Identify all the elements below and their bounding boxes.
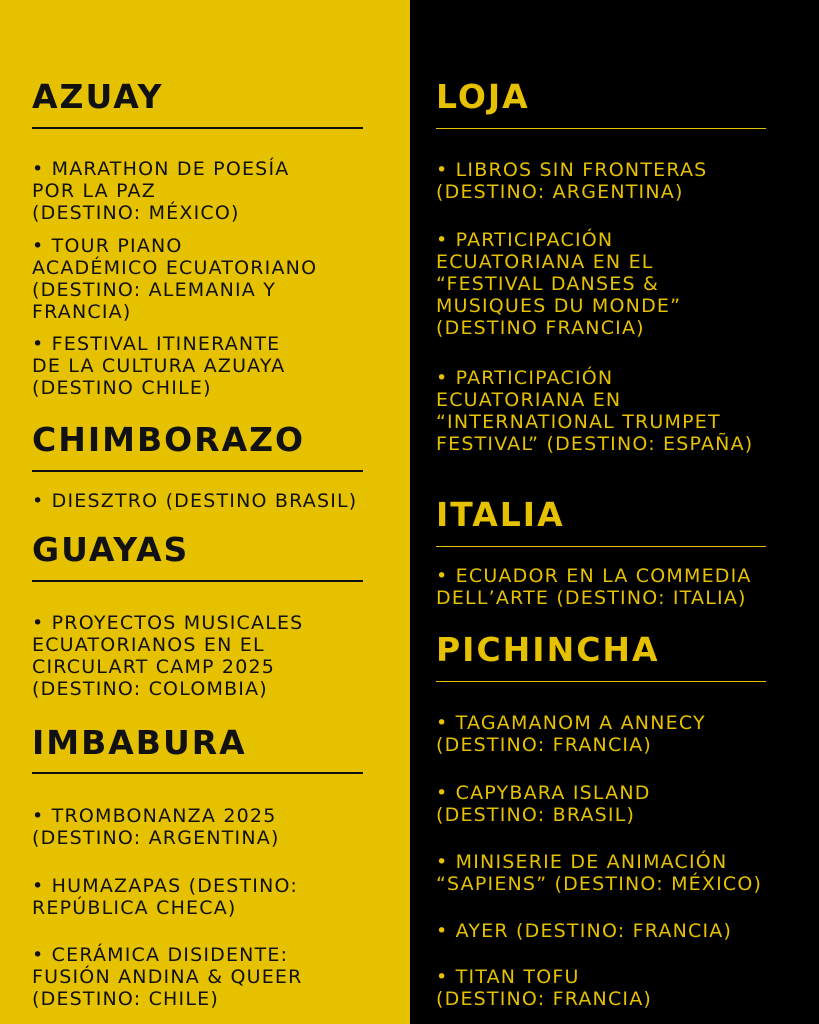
list-item: • TAGAMANOM A ANNECY (DESTINO: FRANCIA) [436,712,706,756]
list-item: • CAPYBARA ISLAND (DESTINO: BRASIL) [436,782,651,826]
section-title-azuay: AZUAY [32,77,164,116]
section-divider [32,127,363,129]
section-title-italia: ITALIA [436,495,565,534]
right-column [410,0,819,1024]
section-title-loja: LOJA [436,77,530,116]
list-item: • HUMAZAPAS (DESTINO: REPÚBLICA CHECA) [32,875,298,919]
list-item: • PROYECTOS MUSICALES ECUATORIANOS EN EL CIRCULART CAMP 2025 (DESTINO: COLOMBIA) [32,612,304,700]
section-title-chimborazo: CHIMBORAZO [32,420,306,459]
section-divider [436,681,766,682]
section-divider [436,546,766,547]
list-item: • PARTICIPACIÓN ECUATORIANA EN EL “FESTIVAL DANSES & MUSIQUES DU MONDE” (DESTINO FRANCIA) [436,229,682,339]
section-divider [32,470,363,472]
list-item: • TOUR PIANO ACADÉMICO ECUATORIANO (DESTINO: ALEMANIA Y FRANCIA) [32,235,318,323]
section-divider [32,580,363,582]
section-divider [32,772,363,774]
list-item: • TITAN TOFU (DESTINO: FRANCIA) [436,966,653,1010]
list-item: • LIBROS SIN FRONTERAS (DESTINO: ARGENTINA) [436,159,708,203]
section-divider [436,128,766,129]
list-item: • MINISERIE DE ANIMACIÓN “SAPIENS” (DESTINO: MÉXICO) [436,851,763,895]
list-item: • PARTICIPACIÓN ECUATORIANA EN “INTERNATIONAL TRUMPET FESTIVAL” (DESTINO: ESPAÑA) [436,367,754,455]
list-item: • TROMBONANZA 2025 (DESTINO: ARGENTINA) [32,805,280,849]
section-title-pichincha: PICHINCHA [436,630,660,669]
section-title-guayas: GUAYAS [32,530,190,569]
list-item: • CERÁMICA DISIDENTE: FUSIÓN ANDINA & QUEER (DESTINO: CHILE) [32,944,303,1010]
list-item: • AYER (DESTINO: FRANCIA) [436,920,733,942]
section-title-imbabura: IMBABURA [32,723,247,762]
list-item: • FESTIVAL ITINERANTE DE LA CULTURA AZUAYA (DESTINO CHILE) [32,333,286,399]
list-item: • ECUADOR EN LA COMMEDIA DELL’ARTE (DESTINO: ITALIA) [436,565,752,609]
list-item: • MARATHON DE POESÍA POR LA PAZ (DESTINO: MÉXICO) [32,158,290,224]
list-item: • DIESZTRO (DESTINO BRASIL) [32,490,358,512]
